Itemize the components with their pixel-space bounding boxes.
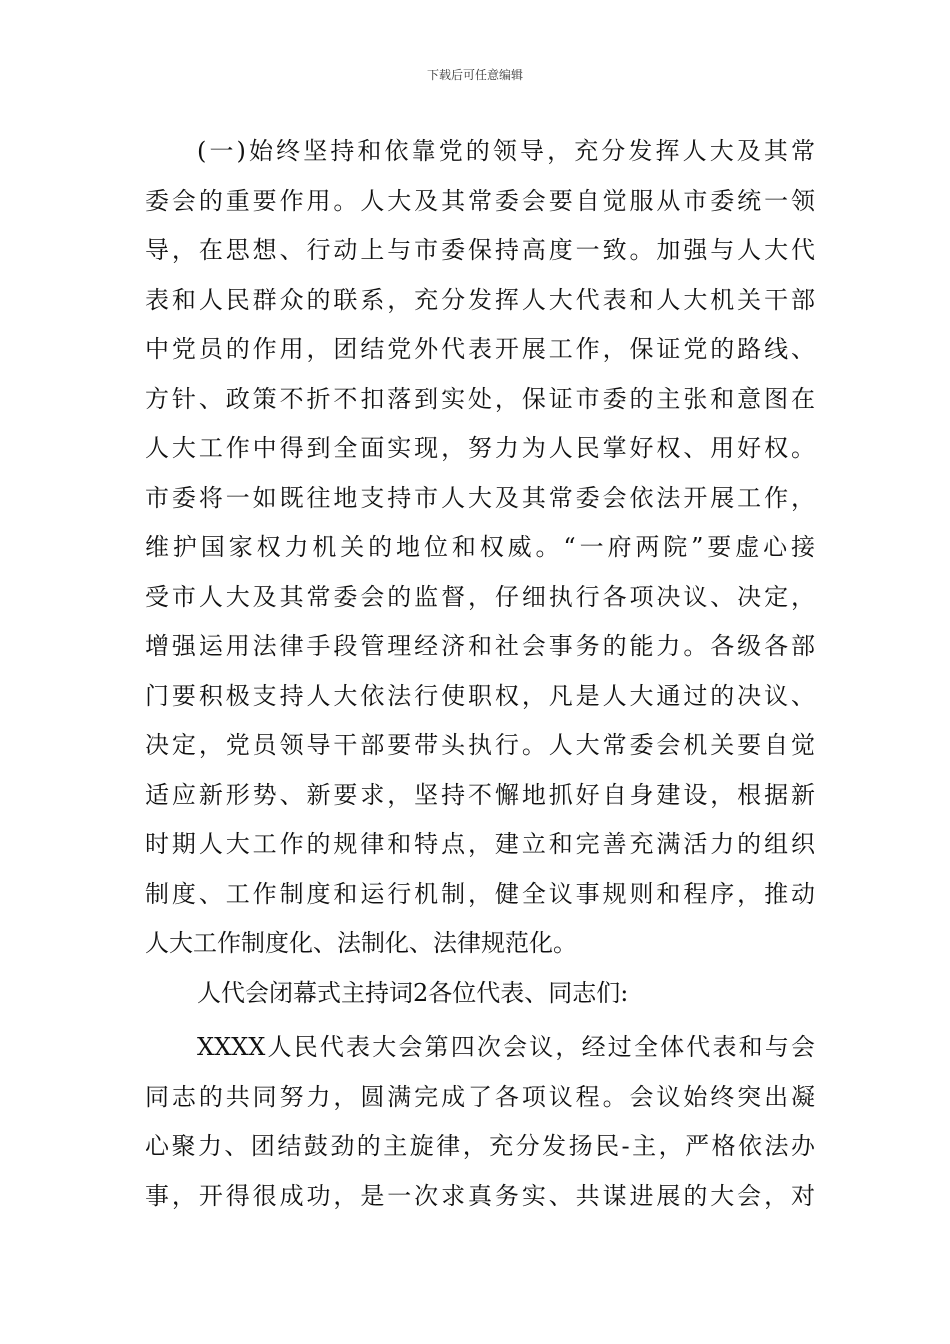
text-line: 委会的重要作用。人大及其常委会要自觉服从市委统一领 [145, 186, 815, 215]
text-line: 时期人大工作的规律和特点，建立和完善充满活力的组织 [145, 830, 815, 858]
text-line: 适应新形势、新要求，坚持不懈地抓好自身建设，根据新 [145, 780, 815, 809]
text-line: 中党员的作用，团结党外代表开展工作，保证党的路线、 [145, 335, 815, 363]
text-line: XXXX人民代表大会第四次会议，经过全体代表和与会 [197, 1033, 815, 1061]
text-line: 人大工作中得到全面实现，努力为人民掌好权、用好权。 [145, 434, 815, 462]
paragraph-2 [145, 969, 815, 1019]
text-line: 表和人民群众的联系，充分发挥人大代表和人大机关干部 [145, 285, 815, 314]
page-header: 下载后可任意编辑 [426, 68, 523, 82]
text-line: 门要积极支持人大依法行使职权，凡是人大通过的决议、 [145, 681, 815, 710]
text-line: 制度、工作制度和运行机制，健全议事规则和程序，推动 [145, 879, 815, 908]
text-line: 事，开得很成功，是一次求真务实、共谋进展的大会，对 [145, 1181, 815, 1210]
text-line: 人代会闭幕式主持词2各位代表、同志们: [197, 979, 629, 1007]
text-line: 维护国家权力机关的地位和权威。“一府两院”要虚心接 [145, 533, 815, 561]
text-line: 方针、政策不折不扣落到实处，保证市委的主张和意图在 [145, 384, 815, 413]
text-line: 导，在思想、行动上与市委保持高度一致。加强与人大代 [145, 236, 815, 264]
text-line: 市委将一如既往地支持市人大及其常委会依法开展工作， [145, 483, 815, 512]
text-line: 心聚力、团结鼓劲的主旋律，充分发扬民-主，严格依法办 [145, 1132, 815, 1160]
paragraph-1 [145, 127, 815, 969]
paragraph-3 [145, 1023, 815, 1221]
text-line: 增强运用法律手段管理经济和社会事务的能力。各级各部 [145, 632, 815, 660]
text-line: 受市人大及其常委会的监督，仔细执行各项决议、决定， [145, 582, 815, 611]
text-line: 同志的共同努力，圆满完成了各项议程。会议始终突出凝 [145, 1082, 815, 1111]
text-line: 决定，党员领导干部要带头执行。人大常委会机关要自觉 [145, 731, 815, 759]
text-line: 人大工作制度化、法制化、法律规范化。 [145, 929, 577, 957]
text-line: (一)始终坚持和依靠党的领导，充分发挥人大及其常 [197, 137, 815, 165]
